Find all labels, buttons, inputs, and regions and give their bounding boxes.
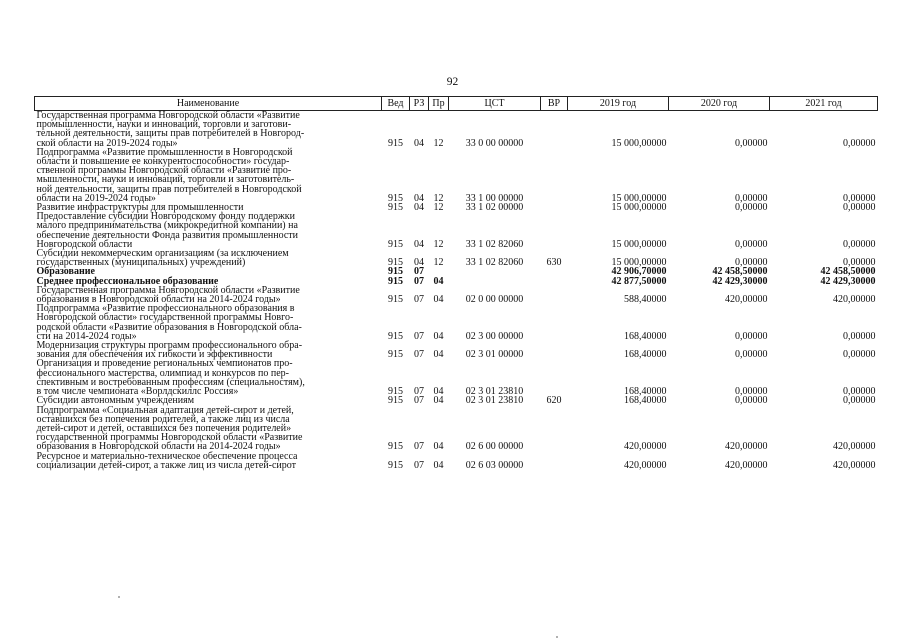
cell-2021: 0,00000 [843, 238, 876, 250]
cell-name [35, 452, 382, 470]
name-line: тельной деятельности, защиты прав потребителей в Новгород- [36, 128, 305, 140]
table-row [35, 406, 878, 452]
page-number: 92 [446, 76, 459, 88]
cell-2019: 15 000,00000 [611, 257, 667, 269]
cell-rz: 07 [414, 441, 424, 453]
cell-2019: 420,00000 [624, 441, 667, 453]
cell-rz: 04 [414, 137, 424, 149]
cell-ved: 915 [388, 266, 403, 278]
header-year-2019: 2019 год [568, 97, 669, 111]
cell-cst: 02 6 00 00000 [465, 441, 524, 453]
cell-ved: 915 [388, 202, 403, 214]
name-line: Среднее профессиональное образование [36, 275, 219, 287]
name-line: ственной программы Новгородской области «Развитие про- [36, 165, 292, 177]
name-line: Образование [36, 266, 95, 278]
cell-pr: 12 [433, 202, 444, 214]
name-line: государственных (муниципальных) учреждений) [36, 257, 246, 269]
cell-2020: 0,00000 [735, 349, 768, 361]
cell-2019: 15 000,00000 [611, 137, 667, 149]
name-line: области на 2019-2024 годы» [36, 192, 156, 204]
cell-ved: 915 [388, 330, 403, 342]
name-line: Новгородской области [36, 238, 133, 250]
cell-name [35, 286, 382, 304]
cell-vr [541, 267, 568, 276]
cell-pr: 12 [433, 137, 444, 149]
name-line: образования в Новгородской области на 2014-2024 годы» [36, 294, 281, 306]
cell-2021: 42 458,50000 [820, 266, 876, 278]
cell-cst: 33 0 00 00000 [465, 137, 524, 149]
name-line: Ресурсное и материально-техническое обеспечение процесса [36, 450, 298, 462]
cell-2020: 0,00000 [735, 202, 768, 214]
cell-2020: 0,00000 [735, 395, 768, 407]
cell-rz: 07 [414, 266, 424, 278]
cell-ved: 915 [388, 349, 403, 361]
cell-2019: 168,40000 [624, 330, 667, 342]
name-line: зования для обеспечения их гибкости и эффективности [36, 349, 273, 361]
cell-pr: 12 [433, 257, 444, 269]
cell-2021: 0,00000 [843, 386, 876, 398]
name-line: сти на 2014-2024 годы» [36, 330, 137, 342]
name-line: Субсидии некоммерческим организациям (за исключением [36, 248, 289, 260]
table-row [35, 304, 878, 341]
cell-pr: 04 [433, 459, 444, 471]
cell-2021: 420,00000 [833, 441, 876, 453]
cell-cst: 33 1 00 00000 [465, 192, 524, 204]
cell-name [35, 359, 382, 396]
cell-2020: 420,00000 [725, 459, 768, 471]
cell-2019: 420,00000 [624, 459, 667, 471]
cell-vr [541, 111, 568, 148]
cell-2021: 0,00000 [843, 137, 876, 149]
cell-name [35, 406, 382, 452]
cell-2021: 0,00000 [843, 257, 876, 269]
name-line: области и повышение ее конкурентоспособности» государ- [36, 156, 290, 168]
header-row [35, 97, 878, 111]
cell-rz: 07 [414, 395, 424, 407]
cell-ved: 915 [388, 238, 403, 250]
cell-2019: 15 000,00000 [611, 192, 667, 204]
cell-cst: 02 3 01 23810 [465, 395, 524, 407]
cell-2020: 42 429,30000 [712, 275, 768, 287]
name-line: родской области «Развитие образования в Новгородской обла- [36, 321, 302, 333]
name-line: Новгородской области» государственной программы Новго- [36, 312, 294, 324]
cell-rz: 04 [414, 202, 424, 214]
cell-pr: 04 [433, 275, 444, 287]
cell-pr: 12 [433, 238, 444, 250]
name-line: мышленности, науки и инноваций, торговли и заготовитель- [36, 174, 295, 186]
name-line: в том числе чемпионата «Ворлдскиллс Россия» [36, 386, 239, 398]
cell-ved: 915 [388, 395, 403, 407]
cell-rz: 07 [414, 330, 424, 342]
cell-pr: 04 [433, 349, 444, 361]
name-line: Государственная программа Новгородской области «Развитие [36, 284, 300, 296]
header-rz: РЗ [410, 97, 429, 111]
table-row [35, 148, 878, 203]
header-vr: ВР [541, 97, 568, 111]
cell-2021: 42 429,30000 [820, 275, 876, 287]
cell-pr: 12 [433, 192, 444, 204]
cell-ved: 915 [388, 386, 403, 398]
cell-2020: 0,00000 [735, 330, 768, 342]
name-line: фессионального мастерства, олимпиад и конкурсов по пер- [36, 367, 289, 379]
name-line: Развитие инфраструктуры для промышленности [36, 202, 244, 214]
name-line: Предоставление субсидии Новгородскому фонду поддержки [36, 211, 295, 223]
table-header [35, 97, 878, 111]
budget-table [34, 96, 878, 470]
cell-rz: 07 [414, 386, 424, 398]
cell-vr [541, 452, 568, 470]
cell-vr [541, 359, 568, 396]
cell-cst: 02 3 01 23810 [465, 386, 524, 398]
cell-rz: 07 [414, 294, 424, 306]
cell-2019: 588,40000 [624, 294, 667, 306]
cell-cst: 33 1 02 82060 [465, 257, 524, 269]
name-line: Подпрограмма «Развитие промышленности в Новгородской [36, 146, 293, 158]
cell-2019: 15 000,00000 [611, 202, 667, 214]
name-line: образования в Новгородской области на 2014-2024 годы» [36, 441, 281, 453]
cell-ved: 915 [388, 441, 403, 453]
name-line: Подпрограмма «Социальная адаптация детей-сирот и детей, [36, 404, 294, 416]
cell-cst [449, 277, 541, 286]
name-line: оставшихся без попечения родителей, а также лиц из числа [36, 413, 290, 425]
table-row [35, 359, 878, 396]
cell-vr [541, 212, 568, 249]
cell-ved: 915 [388, 137, 403, 149]
cell-vr [541, 304, 568, 341]
header-name: Наименование [35, 97, 382, 111]
cell-pr: 04 [433, 395, 444, 407]
name-line: малого предпринимательства (микрокредитной компании) на [36, 220, 298, 232]
cell-vr [541, 277, 568, 286]
table-row [35, 452, 878, 470]
cell-2021: 0,00000 [843, 395, 876, 407]
cell-rz: 04 [414, 257, 424, 269]
header-cst: ЦСТ [449, 97, 541, 111]
cell-2021: 420,00000 [833, 459, 876, 471]
cell-vr [541, 148, 568, 203]
cell-2020: 0,00000 [735, 137, 768, 149]
cell-2020: 420,00000 [725, 294, 768, 306]
table-row [35, 212, 878, 249]
cell-ved: 915 [388, 192, 403, 204]
cell-cst: 33 1 02 82060 [465, 238, 524, 250]
cell-rz: 07 [414, 349, 424, 361]
cell-cst: 02 6 03 00000 [465, 459, 524, 471]
cell-vr [541, 203, 568, 212]
scan-speck [118, 596, 120, 598]
table-body [35, 111, 878, 470]
name-line: обеспечение деятельности Фонда развития промышленности [36, 229, 298, 241]
cell-name [35, 341, 382, 359]
name-line: промышленности, науки и инноваций, торговли и заготови- [36, 119, 292, 131]
name-line: государственной программы Новгородской области «Развитие [36, 432, 303, 444]
cell-ved: 915 [388, 459, 403, 471]
cell-vr [541, 341, 568, 359]
header-year-2021: 2021 год [770, 97, 878, 111]
cell-2019: 42 906,70000 [611, 266, 667, 278]
cell-2020: 0,00000 [735, 257, 768, 269]
cell-cst [449, 267, 541, 276]
cell-ved: 915 [388, 294, 403, 306]
cell-2021: 0,00000 [843, 330, 876, 342]
name-line: социализации детей-сирот, а также лиц из числа детей-сирот [36, 459, 296, 471]
name-line: Организация и проведение региональных чемпионатов про- [36, 358, 293, 370]
cell-name [35, 212, 382, 249]
cell-2021: 420,00000 [833, 294, 876, 306]
name-line: спективным и востребованным профессиям (специальностям), [36, 376, 305, 388]
cell-cst: 02 3 01 00000 [465, 349, 524, 361]
cell-vr [541, 286, 568, 304]
cell-cst: 02 0 00 00000 [465, 294, 524, 306]
header-pr: Пр [429, 97, 449, 111]
cell-2020: 0,00000 [735, 386, 768, 398]
cell-cst: 33 1 02 00000 [465, 202, 524, 214]
cell-rz: 04 [414, 238, 424, 250]
header-year-2020: 2020 год [669, 97, 770, 111]
cell-2019: 15 000,00000 [611, 238, 667, 250]
cell-rz: 04 [414, 192, 424, 204]
table-row [35, 341, 878, 359]
cell-pr: 04 [433, 294, 444, 306]
cell-name [35, 111, 382, 148]
cell-ved: 915 [388, 275, 403, 287]
name-line: ной деятельности, защиты прав потребителей в Новгородской [36, 183, 302, 195]
cell-pr: 04 [433, 386, 444, 398]
table-row [35, 286, 878, 304]
name-line: Подпрограмма «Развитие профессионального образования в [36, 303, 295, 315]
cell-pr: 04 [433, 441, 444, 453]
name-line: Модернизация структуры программ профессионального обра- [36, 340, 303, 352]
name-line: Субсидии автономным учреждениям [36, 395, 195, 407]
cell-2021: 0,00000 [843, 192, 876, 204]
table-row [35, 111, 878, 148]
cell-name [35, 249, 382, 267]
cell-name [35, 304, 382, 341]
name-line: Государственная программа Новгородской области «Развитие [36, 110, 300, 121]
cell-name [35, 148, 382, 203]
name-line: детей-сирот и детей, оставшихся без попечения родителей» [36, 422, 292, 434]
cell-ved: 915 [388, 257, 403, 269]
cell-rz: 07 [414, 275, 424, 287]
cell-2019: 42 877,50000 [611, 275, 667, 287]
table-row [35, 249, 878, 267]
cell-2021: 0,00000 [843, 349, 876, 361]
header-ved: Вед [382, 97, 410, 111]
cell-cst: 02 3 00 00000 [465, 330, 524, 342]
cell-vr [541, 406, 568, 452]
cell-2020: 0,00000 [735, 238, 768, 250]
cell-vr: 620 [546, 395, 562, 407]
cell-vr: 630 [546, 257, 562, 269]
cell-2019: 168,40000 [624, 349, 667, 361]
cell-rz: 07 [414, 459, 424, 471]
cell-2020: 42 458,50000 [712, 266, 768, 278]
cell-2019: 168,40000 [624, 395, 667, 407]
cell-2021: 0,00000 [843, 202, 876, 214]
name-line: ской области на 2019-2024 годы» [36, 137, 178, 149]
scan-speck [556, 636, 558, 638]
cell-2019: 168,40000 [624, 386, 667, 398]
cell-2020: 420,00000 [725, 441, 768, 453]
cell-pr: 04 [433, 330, 444, 342]
cell-2020: 0,00000 [735, 192, 768, 204]
